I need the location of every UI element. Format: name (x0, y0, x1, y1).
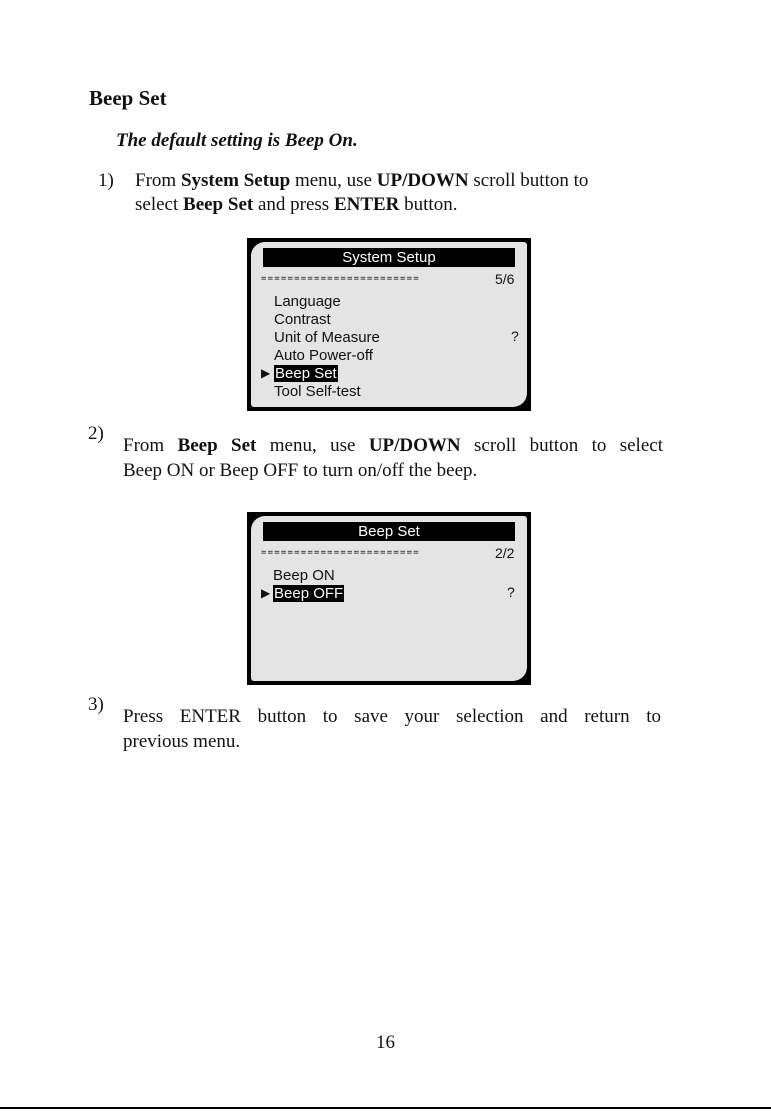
step-2-line-1: From Beep Set menu, use UP/DOWN scroll button to select (123, 435, 663, 456)
step-2-number: 2) (88, 423, 104, 444)
menu-item-tool-self-test[interactable]: Tool Self-test (274, 383, 361, 400)
step-3-line-2: previous menu. (123, 731, 241, 752)
beep-set-screen (247, 512, 531, 685)
step-2-line-2: Beep ON or Beep OFF to turn on/off the beep. (123, 460, 478, 481)
selection-cursor-icon: ▶ (261, 366, 271, 380)
menu-item-unit-of-measure[interactable]: Unit of Measure (274, 329, 380, 346)
menu-item-beep-on[interactable]: Beep ON (273, 567, 335, 584)
bottom-rule (0, 1107, 771, 1109)
step-1-number: 1) (98, 170, 114, 191)
step-1-line-2: select Beep Set and press ENTER button. (135, 194, 458, 215)
page-indicator: 5/6 (495, 271, 515, 287)
page-number: 16 (376, 1032, 395, 1053)
screen-title: System Setup (263, 248, 515, 267)
step-1-line-1: From System Setup menu, use UP/DOWN scroll button to (135, 170, 589, 191)
system-setup-screen (247, 238, 531, 411)
separator-dashes: ======================== (261, 548, 420, 558)
menu-item-language[interactable]: Language (274, 293, 341, 310)
menu-item-beep-off[interactable]: Beep OFF (274, 585, 344, 602)
step-3-line-1: Press ENTER button to save your selection and return to (123, 706, 661, 727)
menu-item-beep-set[interactable]: Beep Set (275, 365, 337, 382)
screen-title: Beep Set (263, 522, 515, 541)
section-title: Beep Set (89, 86, 167, 110)
help-question-mark: ? (507, 584, 515, 600)
page-indicator: 2/2 (495, 545, 515, 561)
separator-dashes: ======================== (261, 274, 420, 284)
selection-cursor-icon: ▶ (261, 586, 271, 600)
step-3-number: 3) (88, 694, 104, 715)
menu-item-auto-power-off[interactable]: Auto Power-off (274, 347, 373, 364)
help-question-mark: ? (511, 328, 519, 344)
menu-item-contrast[interactable]: Contrast (274, 311, 331, 328)
default-setting-note: The default setting is Beep On. (116, 130, 358, 151)
